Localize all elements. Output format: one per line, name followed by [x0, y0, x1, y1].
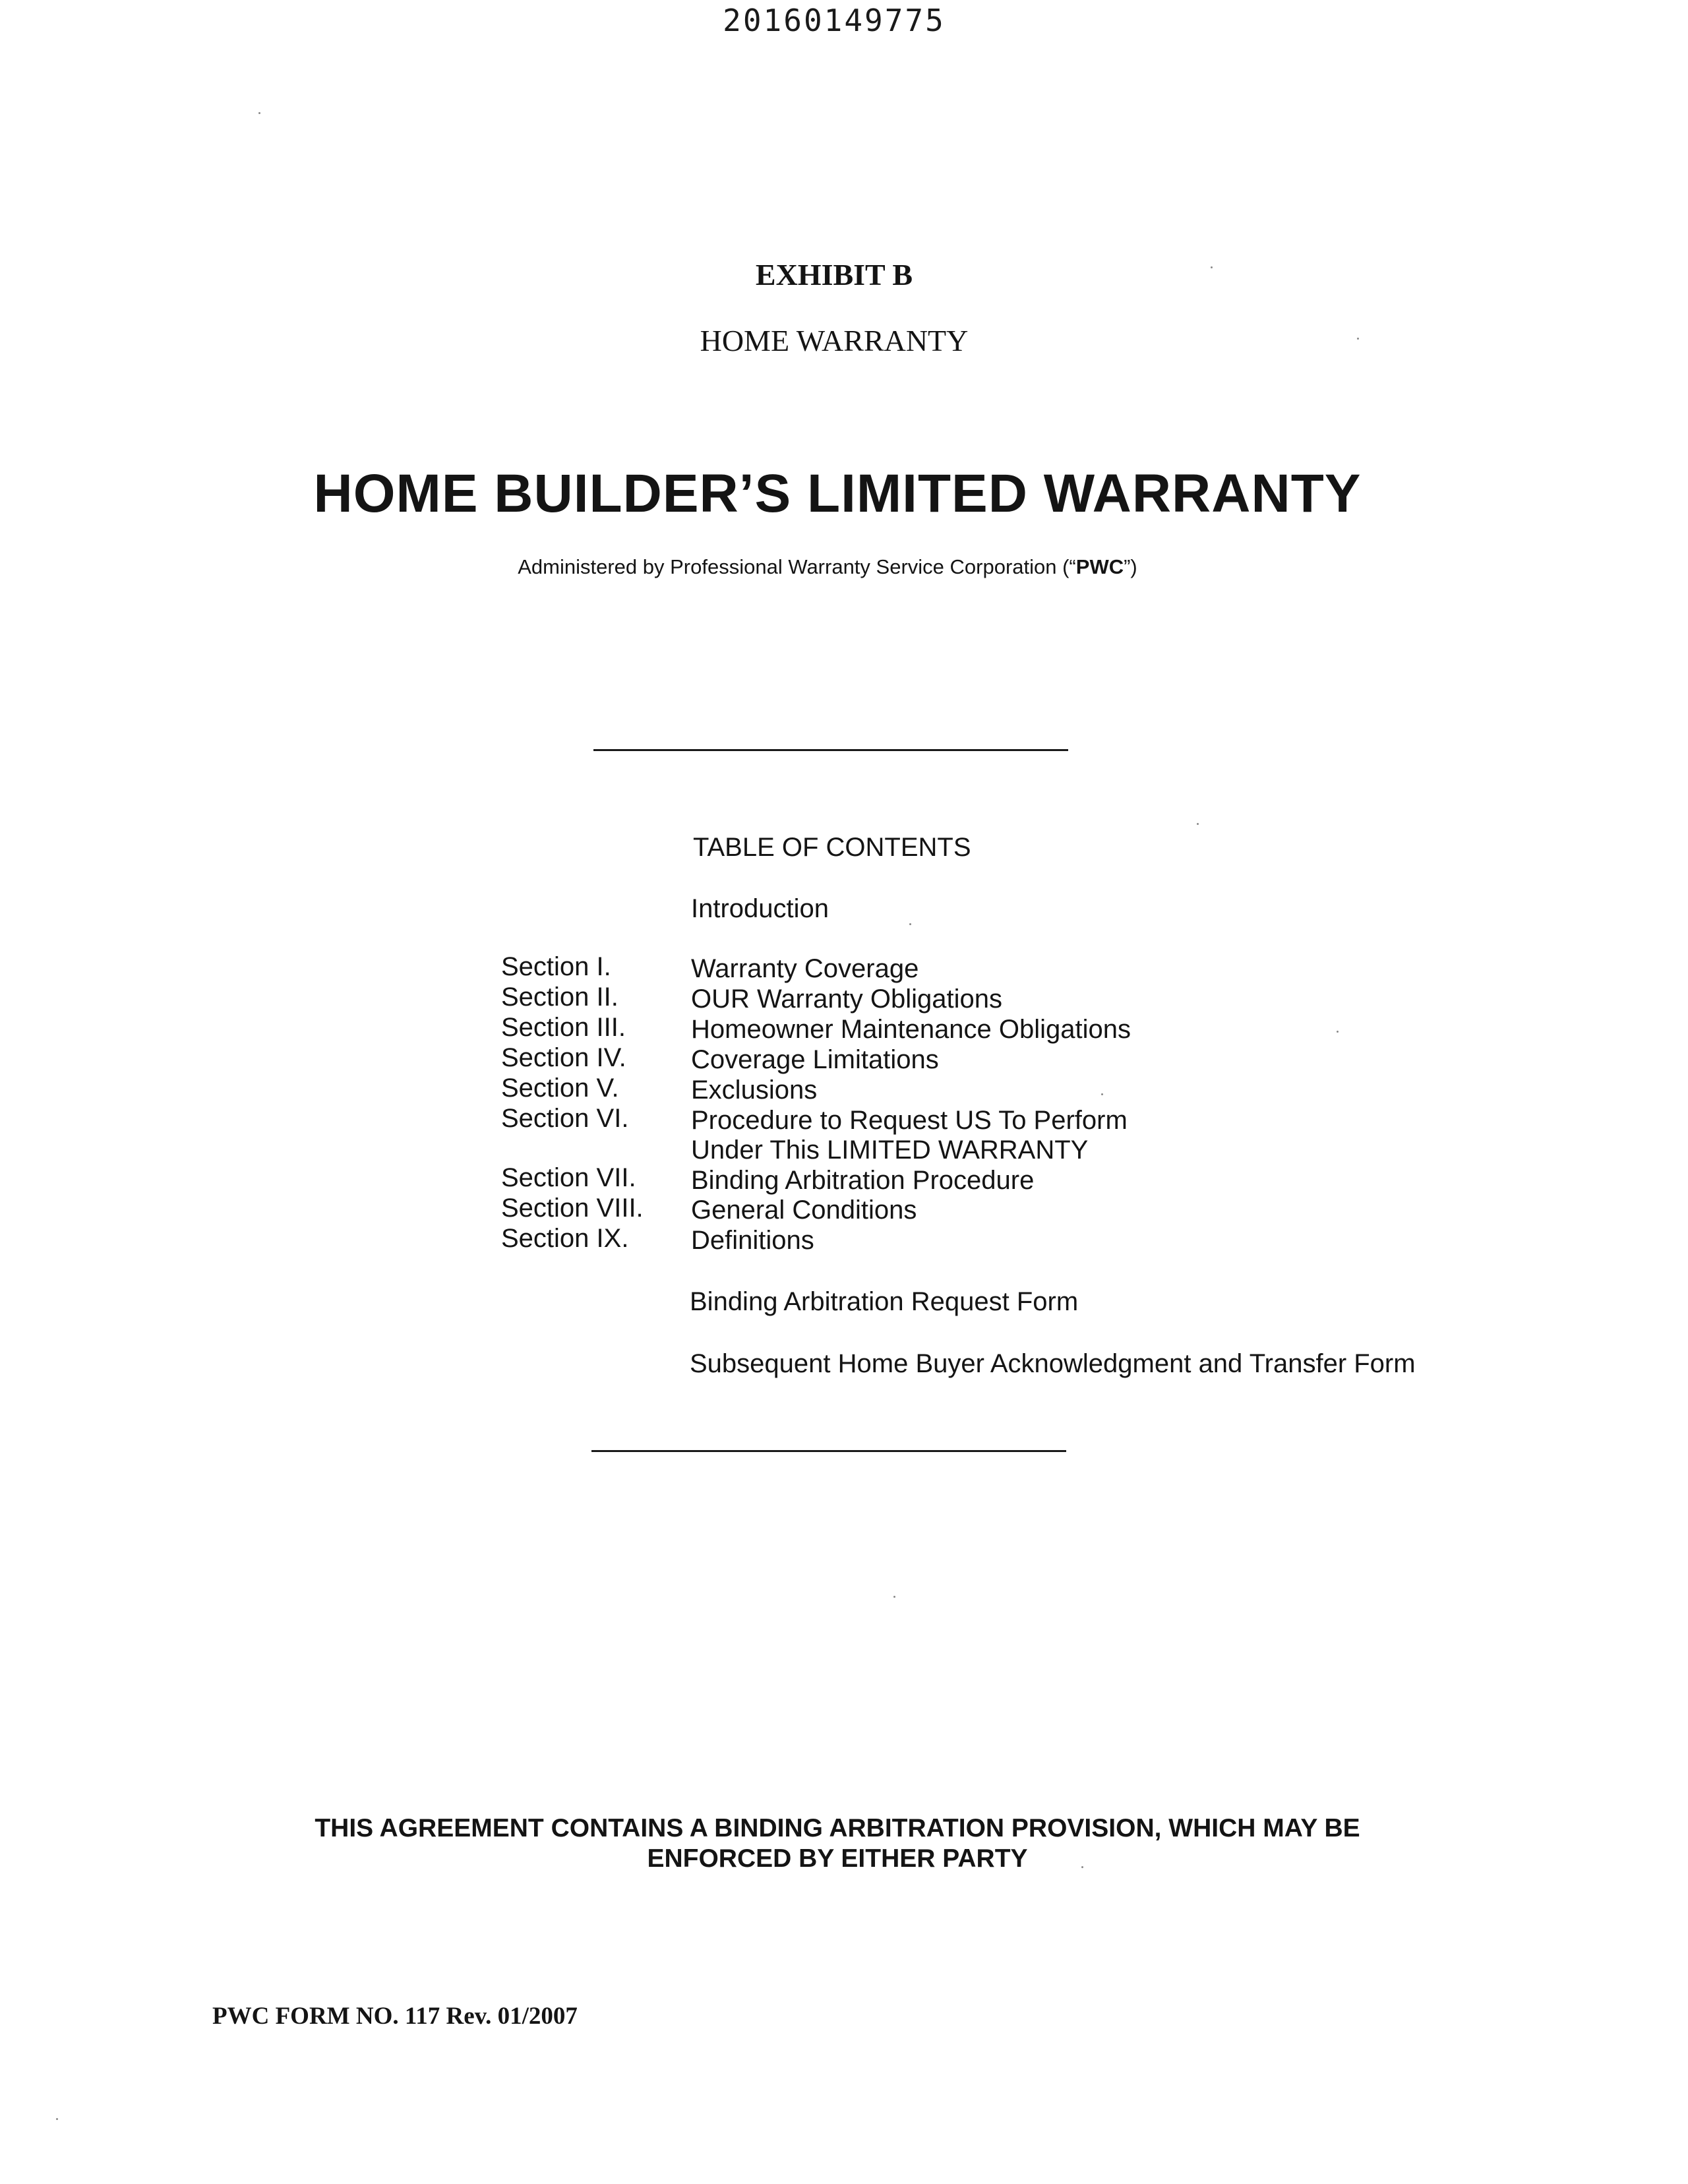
toc-section-title: General Conditions [691, 1196, 917, 1225]
administered-by-line [0, 555, 1655, 579]
toc-section-label: Section VI. [501, 1104, 629, 1133]
scan-speck [1211, 266, 1213, 268]
document-number: 20160149775 [723, 3, 946, 38]
scan-speck [1101, 1093, 1103, 1095]
divider-top [593, 749, 1068, 751]
toc-section-title: Coverage Limitations [691, 1045, 939, 1074]
scan-speck [1357, 338, 1359, 340]
arbitration-notice [0, 1813, 1675, 1874]
toc-section-title: Exclusions [691, 1076, 818, 1105]
toc-section-label: Section III. [501, 1013, 626, 1042]
administered-by-suffix: ”) [1124, 555, 1137, 578]
exhibit-label: EXHIBIT B [755, 258, 913, 291]
toc-section-label: Section II. [501, 983, 618, 1012]
toc-introduction: Introduction [691, 894, 829, 923]
scan-speck [258, 112, 260, 114]
toc-section-title: Homeowner Maintenance Obligations [691, 1015, 1131, 1044]
document-subtitle: HOME WARRANTY [700, 324, 969, 357]
arbitration-notice-line: ENFORCED BY EITHER PARTY [647, 1844, 1028, 1873]
scan-speck [1197, 823, 1199, 825]
toc-section-label: Section V. [501, 1074, 619, 1103]
divider-bottom [591, 1450, 1066, 1452]
toc-heading: TABLE OF CONTENTS [693, 833, 971, 862]
toc-section-title: Procedure to Request US To Perform [691, 1106, 1128, 1135]
toc-section-label: Section VII. [501, 1163, 636, 1192]
toc-extra-item: Binding Arbitration Request Form [690, 1287, 1079, 1316]
scan-speck [909, 923, 911, 925]
scan-speck [56, 2118, 58, 2120]
toc-section-label: Section I. [501, 952, 611, 981]
toc-section-label: Section VIII. [501, 1194, 644, 1223]
toc-section-title: Warranty Coverage [691, 954, 919, 983]
page-title: HOME BUILDER’S LIMITED WARRANTY [313, 464, 1362, 524]
toc-section-label: Section IX. [501, 1224, 629, 1253]
toc-section-label: Section IV. [501, 1043, 626, 1072]
administered-by-abbr: PWC [1075, 555, 1124, 578]
scan-speck [1337, 1031, 1339, 1033]
scan-speck [893, 1596, 895, 1598]
arbitration-notice-line: THIS AGREEMENT CONTAINS A BINDING ARBITRATION PROVISION, WHICH MAY BE [315, 1814, 1360, 1842]
toc-section-title: Definitions [691, 1226, 814, 1255]
form-number-footer: PWC FORM NO. 117 Rev. 01/2007 [212, 2003, 578, 2030]
toc-section-title-continued: Under This LIMITED WARRANTY [691, 1136, 1089, 1165]
scan-speck [1081, 1866, 1083, 1868]
administered-by-prefix: Administered by Professional Warranty Service Corporation (“ [518, 555, 1076, 578]
toc-section-title: OUR Warranty Obligations [691, 985, 1002, 1014]
toc-section-title: Binding Arbitration Procedure [691, 1166, 1035, 1195]
toc-extra-item: Subsequent Home Buyer Acknowledgment and Transfer Form [690, 1349, 1416, 1378]
